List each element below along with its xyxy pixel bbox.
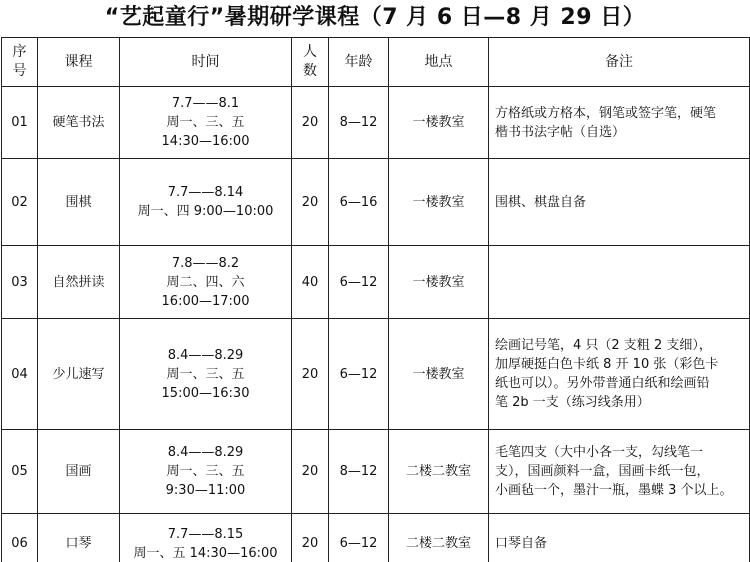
time-line: 周一、五 14:30—16:00 <box>133 545 278 561</box>
course-table <box>1 37 750 562</box>
time-line: 9:30—11:00 <box>165 483 246 498</box>
row-course: 口琴 <box>38 514 120 562</box>
header-people <box>292 38 329 87</box>
note-line: 支），国画颜料一盒，国画卡纸一包， <box>495 464 710 479</box>
row-location: 一楼教室 <box>389 319 489 430</box>
row-index: 06 <box>2 514 38 562</box>
row-people: 20 <box>292 159 329 246</box>
time-line: 周一、四 9:00—10:00 <box>137 204 274 219</box>
row-location: 二楼二教室 <box>389 430 489 514</box>
course-table-body <box>2 87 750 562</box>
row-course: 硬笔书法 <box>38 87 120 159</box>
time-line: 8.4——8.29 <box>167 347 244 363</box>
note-line: 小画毡一个，墨汁一瓶，墨蝶 3 个以上。 <box>495 483 733 498</box>
row-age: 6—16 <box>329 159 389 246</box>
header-time: 时间 <box>120 38 292 87</box>
row-people: 40 <box>292 246 329 319</box>
header-row <box>2 38 750 87</box>
time-line: 7.8——8.2 <box>171 255 240 271</box>
row-people: 20 <box>292 514 329 562</box>
time-line: 15:00—16:30 <box>161 385 250 401</box>
time-line: 8.4——8.29 <box>167 445 244 460</box>
row-people: 20 <box>292 430 329 514</box>
row-course: 少儿速写 <box>38 319 120 430</box>
header-people-line1: 人 <box>303 44 317 60</box>
row-age: 6—12 <box>329 246 389 319</box>
row-people: 20 <box>292 87 329 159</box>
note-line: 绘画记号笔，4 只（2 支粗 2 支细）， <box>495 338 712 353</box>
note-line: 围棋、棋盘自备 <box>495 194 587 210</box>
row-course: 自然拼读 <box>38 246 120 319</box>
row-index: 03 <box>2 246 38 319</box>
time-line: 7.7——8.14 <box>167 185 244 200</box>
header-people-line2: 数 <box>303 63 317 79</box>
row-age: 8—12 <box>329 87 389 159</box>
header-location: 地点 <box>389 38 489 87</box>
course-row <box>2 87 750 159</box>
row-location: 一楼教室 <box>389 87 489 159</box>
note-line: 笔 2b 一支（练习线条用） <box>495 395 650 410</box>
row-time <box>120 514 292 562</box>
header-age: 年龄 <box>329 38 389 87</box>
row-age: 6—12 <box>329 514 389 562</box>
row-index: 01 <box>2 87 38 159</box>
row-location: 一楼教室 <box>389 246 489 319</box>
row-location: 一楼教室 <box>389 159 489 246</box>
note-line: 加厚硬挺白色卡纸 8 开 10 张（彩色卡 <box>495 357 719 372</box>
time-line: 16:00—17:00 <box>161 293 250 309</box>
row-notes <box>489 319 750 430</box>
row-course: 国画 <box>38 430 120 514</box>
page-title: “艺起童行”暑期研学课程（7 月 6 日—8 月 29 日） <box>104 5 646 30</box>
note-line: 纸也可以）。另外带普通白纸和绘画铅 <box>495 376 710 391</box>
header-course: 课程 <box>38 38 120 87</box>
row-time <box>120 319 292 430</box>
course-row <box>2 319 750 430</box>
row-time <box>120 246 292 319</box>
row-people: 20 <box>292 319 329 430</box>
time-line: 14:30—16:00 <box>161 134 250 149</box>
row-index: 04 <box>2 319 38 430</box>
header-index-line1: 序 <box>12 44 27 60</box>
note-line: 口琴自备 <box>495 536 548 551</box>
row-age: 8—12 <box>329 430 389 514</box>
row-age: 6—12 <box>329 319 389 430</box>
note-line: 楷书书法字帖（自选） <box>495 124 626 140</box>
course-row <box>2 514 750 562</box>
course-row <box>2 430 750 514</box>
row-time <box>120 159 292 246</box>
time-line: 周一、三、五 <box>166 366 245 382</box>
time-line: 7.7——8.15 <box>167 526 244 542</box>
row-location: 二楼二教室 <box>389 514 489 562</box>
row-notes <box>489 430 750 514</box>
course-row <box>2 246 750 319</box>
row-notes <box>489 159 750 246</box>
course-row <box>2 159 750 246</box>
row-time <box>120 430 292 514</box>
row-course: 围棋 <box>38 159 120 246</box>
time-line: 周一、三、五 <box>166 464 245 479</box>
header-index <box>2 38 38 87</box>
time-line: 7.7——8.1 <box>171 96 240 111</box>
header-notes: 备注 <box>489 38 750 87</box>
header-index-line2: 号 <box>12 63 27 79</box>
time-line: 周二、四、六 <box>166 274 245 290</box>
row-notes <box>489 246 750 319</box>
row-index: 02 <box>2 159 38 246</box>
note-line: 方格纸或方格本，钢笔或签字笔，硬笔 <box>495 105 717 121</box>
note-line: 毛笔四支（大中小各一支，勾线笔一 <box>495 445 704 460</box>
row-notes <box>489 87 750 159</box>
time-line: 周一、三、五 <box>166 115 245 130</box>
row-index: 05 <box>2 430 38 514</box>
row-notes <box>489 514 750 562</box>
row-time <box>120 87 292 159</box>
